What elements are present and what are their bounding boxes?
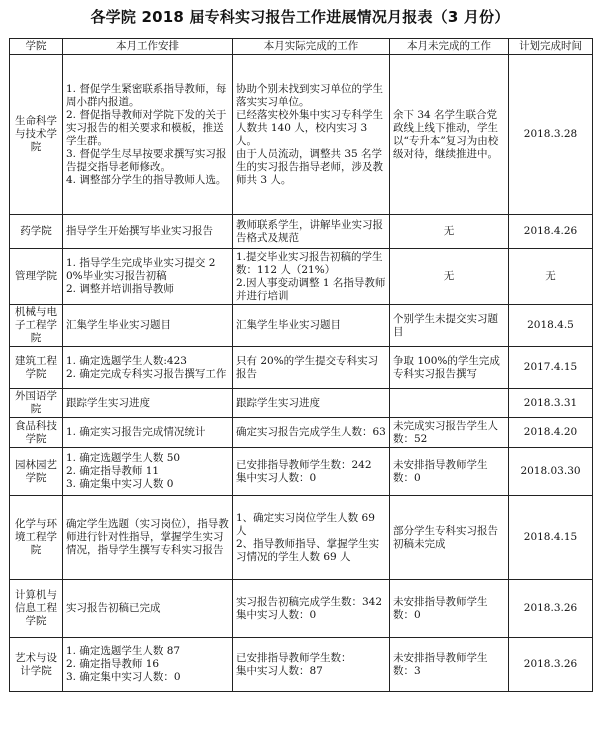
unfinished-cell-line: 无 <box>443 225 455 237</box>
header-deadline: 计划完成时间 <box>509 39 593 55</box>
done-cell-line: 汇集学生毕业实习题目 <box>236 319 341 331</box>
plan-cell <box>63 580 233 638</box>
college-cell: 园林园艺学院 <box>10 448 63 496</box>
header-done: 本月实际完成的工作 <box>233 39 390 55</box>
plan-cell-line: 2. 确定指导教师 16 <box>66 658 160 670</box>
done-cell <box>233 55 390 215</box>
unfinished-cell-line: 未完成实习报告学生人数：52 <box>393 419 498 445</box>
done-cell-line: 集中实习人数：0 <box>236 608 317 621</box>
unfinished-cell <box>390 249 509 305</box>
unfinished-cell <box>390 496 509 580</box>
plan-cell <box>63 389 233 418</box>
table-row <box>10 496 593 580</box>
plan-cell-line: 3. 确定集中实习人数 0 <box>66 478 174 490</box>
progress-report-table <box>9 38 593 692</box>
done-cell <box>233 347 390 389</box>
unfinished-cell <box>390 580 509 638</box>
unfinished-cell <box>390 418 509 448</box>
college-cell: 机械与电子工程学院 <box>10 305 63 347</box>
college-cell: 管理学院 <box>10 249 63 305</box>
table-row <box>10 305 593 347</box>
college-cell: 生命科学与技术学院 <box>10 55 63 215</box>
done-cell <box>233 305 390 347</box>
deadline-cell: 2018.4.5 <box>509 305 593 347</box>
done-cell-line: 1.提交毕业实习报告初稿的学生数：112 人（21%） <box>236 250 383 276</box>
plan-cell-line: 2. 确定指导教师 11 <box>66 465 160 477</box>
plan-cell <box>63 215 233 249</box>
deadline-cell: 无 <box>509 249 593 305</box>
table-row <box>10 55 593 215</box>
plan-cell <box>63 638 233 692</box>
done-cell-line: 已安排指导教师学生数： <box>236 651 352 664</box>
table-row <box>10 580 593 638</box>
college-cell: 建筑工程学院 <box>10 347 63 389</box>
deadline-cell: 2018.3.31 <box>509 389 593 418</box>
done-cell-line: 集中实习人数：0 <box>236 471 317 484</box>
plan-cell-line: 1. 确定选题学生人数 50 <box>66 452 181 464</box>
table-row <box>10 389 593 418</box>
deadline-cell: 2018.4.26 <box>509 215 593 249</box>
report-title: 各学院 2018 届专科实习报告工作进展情况月报表（3 月份） <box>90 8 510 26</box>
plan-cell-line: 2. 确定完成专科实习报告撰写工作 <box>66 367 227 380</box>
plan-cell <box>63 448 233 496</box>
plan-cell <box>63 249 233 305</box>
done-cell <box>233 496 390 580</box>
unfinished-cell <box>390 638 509 692</box>
unfinished-cell <box>390 55 509 215</box>
college-cell: 计算机与信息工程学院 <box>10 580 63 638</box>
table-row <box>10 448 593 496</box>
plan-cell-line: 1. 指导学生完成毕业实习提交 20%毕业实习报告初稿 <box>66 257 216 282</box>
header-row <box>10 39 593 55</box>
plan-cell-line: 3. 督促学生尽早按要求撰写实习报告提交指导老师修改。 <box>66 147 227 173</box>
deadline-cell: 2018.3.28 <box>509 55 593 215</box>
done-cell-line: 由于人员流动，调整共 35 名学生的实习报告指导老师，涉及教师共 3 人。 <box>236 147 383 186</box>
done-cell <box>233 215 390 249</box>
plan-cell-line: 2. 督促指导教师对学院下发的关于实习报告的相关要求和模板，推送学生群。 <box>66 108 227 147</box>
done-cell-line: 2.因人事变动调整 1 名指导教师并进行培训 <box>236 276 386 302</box>
unfinished-cell <box>390 448 509 496</box>
college-cell: 艺术与设计学院 <box>10 638 63 692</box>
table-row <box>10 347 593 389</box>
done-cell-line: 协助个别未找到实习单位的学生落实实习单位。 <box>236 82 383 108</box>
college-cell: 外国语学院 <box>10 389 63 418</box>
plan-cell-line: 汇集学生毕业实习题目 <box>66 319 171 331</box>
unfinished-cell-line: 余下 34 名学生联合党政线上线下推动，学生以“专升本”复习为由校级对待，继续推进中。 <box>393 108 499 160</box>
plan-cell-line: 跟踪学生实习进度 <box>66 396 150 409</box>
plan-cell-line: 3. 确定集中实习人数：0 <box>66 671 181 683</box>
done-cell <box>233 448 390 496</box>
done-cell <box>233 389 390 418</box>
plan-cell <box>63 496 233 580</box>
deadline-cell: 2018.4.20 <box>509 418 593 448</box>
table-row <box>10 638 593 692</box>
unfinished-cell-line: 部分学生专科实习报告初稿未完成 <box>393 524 498 550</box>
plan-cell-line: 实习报告初稿已完成 <box>66 602 161 614</box>
plan-cell <box>63 347 233 389</box>
done-cell-line: 跟踪学生实习进度 <box>236 396 320 409</box>
done-cell-line: 集中实习人数：87 <box>236 664 323 677</box>
deadline-cell: 2017.4.15 <box>509 347 593 389</box>
unfinished-cell <box>390 347 509 389</box>
done-cell-line: 已经落实校外集中实习专科学生人数共 140 人，校内实习 3 人。 <box>236 108 383 147</box>
unfinished-cell-line: 未安排指导教师学生数：0 <box>393 458 488 484</box>
plan-cell-line: 4. 调整部分学生的指导教师人选。 <box>66 173 227 186</box>
unfinished-cell <box>390 389 509 418</box>
plan-cell-line: 确定学生选题（实习岗位），指导教师进行针对性指导，掌握学生实习情况，指导学生撰写专科实习报告 <box>66 518 229 556</box>
unfinished-cell-line: 无 <box>443 270 455 282</box>
done-cell <box>233 418 390 448</box>
done-cell-line: 教师联系学生，讲解毕业实习报告格式及规范 <box>236 218 383 244</box>
unfinished-cell <box>390 215 509 249</box>
plan-cell-line: 1. 确定选题学生人数:423 <box>66 354 187 367</box>
deadline-cell: 2018.4.15 <box>509 496 593 580</box>
done-cell-line: 只有 20%的学生提交专科实习报告 <box>236 354 379 380</box>
header-plan: 本月工作安排 <box>63 39 233 55</box>
unfinished-cell <box>390 305 509 347</box>
header-college: 学院 <box>10 39 63 55</box>
done-cell-line: 1、确定实习岗位学生人数 69 人 <box>236 511 375 537</box>
plan-cell-line: 1. 督促学生紧密联系指导教师，每周小群内报道。 <box>66 82 227 108</box>
done-cell-line: 实习报告初稿完成学生数：342 <box>236 595 383 608</box>
deadline-cell: 2018.03.30 <box>509 448 593 496</box>
unfinished-cell-line: 未安排指导教师学生数：3 <box>393 651 488 677</box>
report-body <box>10 55 593 692</box>
plan-cell <box>63 305 233 347</box>
college-cell: 食品科技学院 <box>10 418 63 448</box>
done-cell <box>233 580 390 638</box>
plan-cell-line: 2. 调整并培训指导教师 <box>66 283 174 295</box>
plan-cell-line: 指导学生开始撰写毕业实习报告 <box>66 225 213 237</box>
unfinished-cell-line: 个别学生未提交实习题目 <box>393 312 498 338</box>
table-row <box>10 418 593 448</box>
college-cell: 药学院 <box>10 215 63 249</box>
plan-cell <box>63 418 233 448</box>
done-cell-line: 2、指导教师指导、掌握学生实习情况的学生人数 69 人 <box>236 537 380 563</box>
done-cell-line: 确定实习报告完成学生人数：63 <box>236 426 386 438</box>
deadline-cell: 2018.3.26 <box>509 580 593 638</box>
done-cell <box>233 249 390 305</box>
deadline-cell: 2018.3.26 <box>509 638 593 692</box>
done-cell-line: 已安排指导教师学生数：242 <box>236 458 372 471</box>
header-unfinished: 本月未完成的工作 <box>390 39 509 55</box>
done-cell <box>233 638 390 692</box>
table-row <box>10 249 593 305</box>
unfinished-cell-line: 争取 100%的学生完成专科实习报告撰写 <box>393 354 500 380</box>
unfinished-cell-line: 未安排指导教师学生数：0 <box>393 595 488 621</box>
plan-cell <box>63 55 233 215</box>
table-row <box>10 215 593 249</box>
plan-cell-line: 1. 确定选题学生人数 87 <box>66 645 181 657</box>
plan-cell-line: 1. 确定实习报告完成情况统计 <box>66 426 206 438</box>
college-cell: 化学与环境工程学院 <box>10 496 63 580</box>
